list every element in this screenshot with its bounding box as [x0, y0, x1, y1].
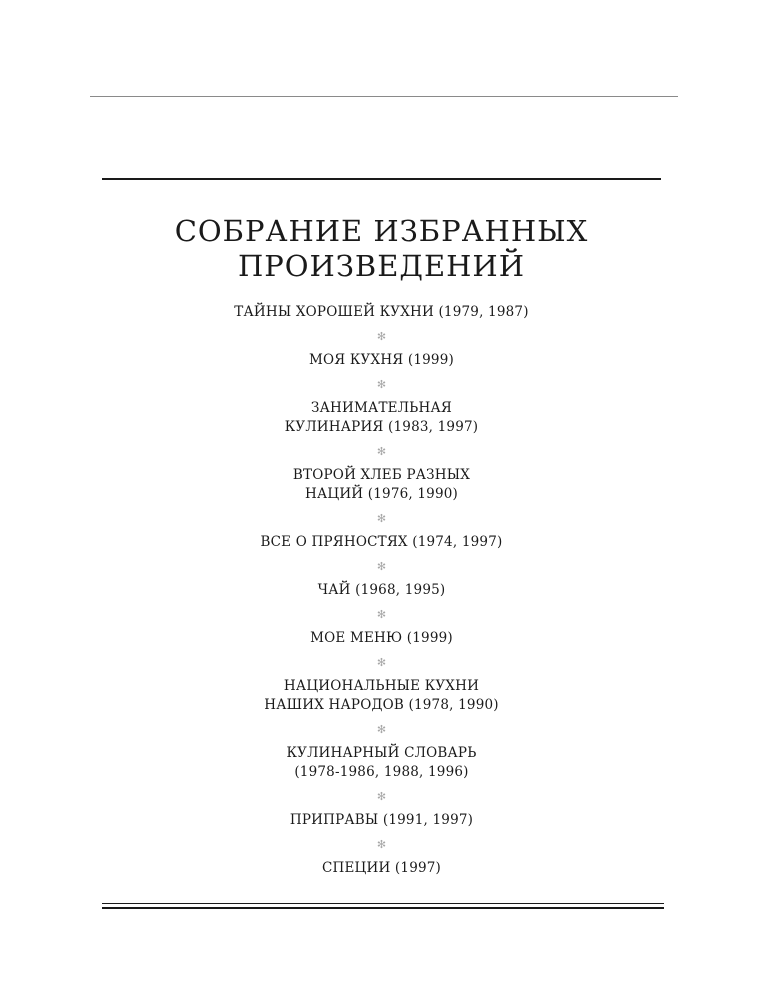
asterisk-ornament-icon: ✻ [376, 723, 387, 736]
list-item [0, 744, 763, 782]
list-item [0, 581, 763, 600]
work-title-line: (1978-1986, 1988, 1996) [294, 764, 469, 780]
work-title-line: ВТОРОЙ ХЛЕБ РАЗНЫХ [292, 467, 471, 483]
work-title-line: ВСЕ О ПРЯНОСТЯХ (1974, 1997) [260, 534, 503, 550]
bottom-divider-thin [102, 903, 664, 904]
work-title-line: ЗАНИМАТЕЛЬНАЯ [311, 400, 452, 416]
page-title-line-2: ПРОИЗВЕДЕНИЙ [237, 249, 526, 283]
asterisk-ornament-icon: ✻ [376, 512, 387, 525]
list-item [0, 399, 763, 437]
top-divider [90, 96, 678, 97]
list-item [0, 677, 763, 715]
asterisk-ornament-icon: ✻ [376, 790, 387, 803]
asterisk-ornament-icon: ✻ [376, 330, 387, 343]
page-title-line-1: СОБРАНИЕ ИЗБРАННЫХ [174, 214, 589, 248]
work-title-line: СПЕЦИИ (1997) [321, 860, 442, 876]
work-title-line: МОЕ МЕНЮ (1999) [310, 630, 453, 646]
asterisk-ornament-icon: ✻ [376, 560, 387, 573]
asterisk-ornament-icon: ✻ [376, 838, 387, 851]
work-title-line: МОЯ КУХНЯ (1999) [309, 352, 454, 368]
title-divider [102, 178, 661, 180]
bottom-divider-thick [102, 907, 664, 909]
asterisk-ornament-icon: ✻ [376, 445, 387, 458]
asterisk-ornament-icon: ✻ [376, 656, 387, 669]
page-title [0, 214, 763, 284]
list-item [0, 466, 763, 504]
work-title-line: НАШИХ НАРОДОВ (1978, 1990) [264, 697, 499, 713]
work-title-line: ПРИПРАВЫ (1991, 1997) [289, 812, 474, 828]
work-title-line: ЧАЙ (1968, 1995) [317, 582, 446, 598]
works-list [0, 303, 763, 878]
list-item [0, 303, 763, 322]
asterisk-ornament-icon: ✻ [376, 378, 387, 391]
list-item [0, 629, 763, 648]
asterisk-ornament-icon: ✻ [376, 608, 387, 621]
list-item [0, 533, 763, 552]
work-title-line: КУЛИНАРИЯ (1983, 1997) [284, 419, 479, 435]
list-item [0, 351, 763, 370]
list-item [0, 859, 763, 878]
work-title-line: НАЦИЙ (1976, 1990) [304, 486, 459, 502]
work-title-line: НАЦИОНАЛЬНЫЕ КУХНИ [283, 678, 480, 694]
work-title-line: КУЛИНАРНЫЙ СЛОВАРЬ [286, 745, 477, 761]
work-title-line: ТАЙНЫ ХОРОШЕЙ КУХНИ (1979, 1987) [234, 304, 529, 320]
list-item [0, 811, 763, 830]
